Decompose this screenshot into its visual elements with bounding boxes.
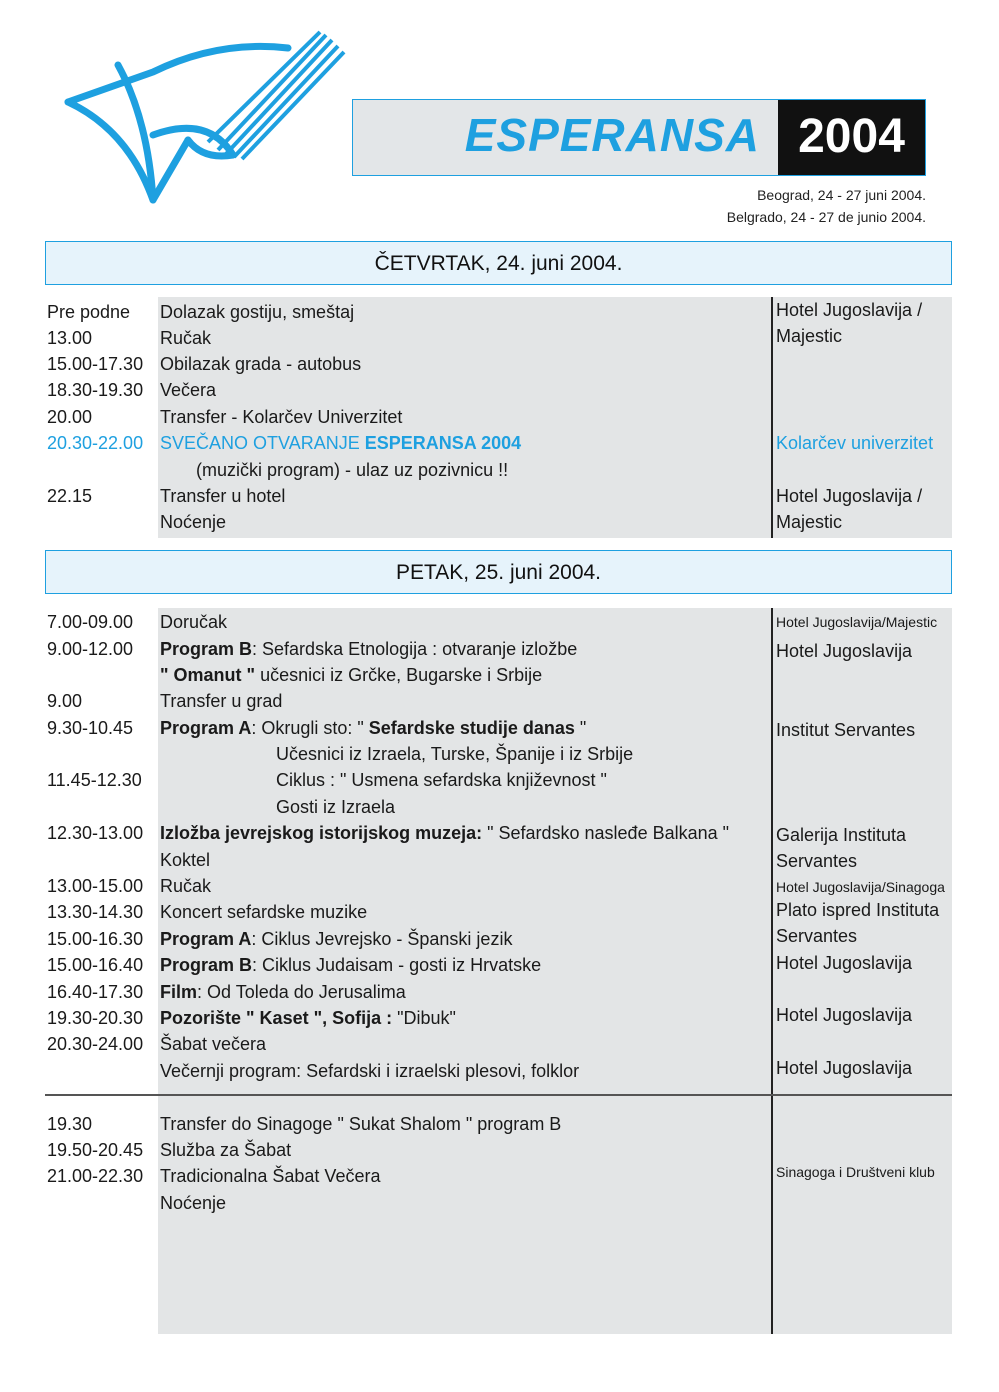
event: [160, 823, 729, 844]
event-bold: Pozorište " Kaset ", Sofija :: [160, 1008, 393, 1028]
event: [160, 982, 406, 1003]
event-text: SVEČANO OTVARANJE: [160, 433, 360, 453]
venue: Hotel Jugoslavija/Sinagoga: [776, 879, 945, 895]
time: 12.30-13.00: [47, 823, 144, 843]
event: [160, 665, 542, 686]
venue: Sinagoga i Društveni klub: [776, 1164, 935, 1180]
event: Noćenje: [160, 512, 227, 532]
event-highlight: ESPERANSA 2004: [364, 433, 522, 453]
day1-header: ČETVRTAK, 24. juni 2004.: [45, 241, 952, 285]
venue: Plato ispred Instituta: [776, 900, 940, 920]
time: 15.00-16.30: [47, 929, 144, 949]
event: Transfer u hotel: [160, 486, 286, 506]
venue: Hotel Jugoslavija: [776, 1058, 913, 1078]
venue: Galerija Instituta: [776, 825, 907, 845]
venue: Servantes: [776, 851, 858, 871]
event: Ručak: [160, 876, 212, 896]
time: 9.00-12.00: [47, 639, 134, 659]
time: 19.30-20.30: [47, 1008, 144, 1028]
event-text: ": [574, 718, 587, 738]
venue: Hotel Jugoslavija: [776, 953, 913, 973]
venue: Hotel Jugoslavija: [776, 1005, 913, 1025]
event-text: : Sefardska Etnologija : otvaranje izložbe: [252, 639, 578, 659]
event-bold: Izložba jevrejskog istorijskog muzeja:: [160, 823, 483, 843]
day2-divider: [771, 608, 773, 1334]
time: 9.00: [47, 691, 83, 711]
event: Gosti iz Izraela: [276, 797, 396, 817]
event: Transfer do Sinagoge " Sukat Shalom " program B: [160, 1114, 562, 1134]
event: [160, 718, 586, 739]
time: Pre podne: [47, 302, 131, 322]
time: 20.30-22.00: [47, 433, 144, 453]
event: Doručak: [160, 612, 228, 632]
event-bold: Program A: [160, 718, 252, 738]
event-text-2: Sefardski i izraelski plesovi, folklor: [301, 1061, 580, 1081]
time: 9.30-10.45: [47, 718, 134, 738]
event: Koktel: [160, 850, 211, 870]
event: Dolazak gostiju, smeštaj: [160, 302, 355, 322]
event-text: učesnici iz Grčke, Bugarske i Srbije: [255, 665, 543, 685]
event-bold: Program A: [160, 929, 252, 949]
event: Učesnici iz Izraela, Turske, Španije i iz Srbije: [276, 744, 634, 764]
venue: Hotel Jugoslavija /: [776, 486, 923, 506]
place-line-1: Beograd, 24 - 27 juni 2004.: [757, 187, 926, 203]
time: 7.00-09.00: [47, 612, 134, 632]
venue: Servantes: [776, 926, 858, 946]
event: [160, 433, 521, 454]
title-banner: [352, 99, 926, 176]
venue: Hotel Jugoslavija /: [776, 300, 923, 320]
time: 15.00-16.40: [47, 955, 144, 975]
esperansa-logo: [58, 30, 348, 210]
time: 19.30: [47, 1114, 93, 1134]
time: 20.00: [47, 407, 93, 427]
time: 21.00-22.30: [47, 1166, 144, 1186]
event: Koncert sefardske muzike: [160, 902, 368, 922]
venue: Hotel Jugoslavija/Majestic: [776, 614, 938, 630]
event-text: Večernji program:: [160, 1061, 302, 1081]
time: 13.30-14.30: [47, 902, 144, 922]
time: 18.30-19.30: [47, 380, 144, 400]
event-bold: Program B: [160, 639, 253, 659]
venue: Kolarčev univerzitet: [776, 433, 934, 453]
event-bold: Film: [160, 982, 198, 1002]
event: [160, 1008, 456, 1029]
title-word: ESPERANSA: [464, 109, 760, 161]
venue: Majestic: [776, 512, 843, 532]
event: [160, 639, 577, 660]
event-text: : Od Toleda do Jerusalima: [197, 982, 406, 1002]
event: Noćenje: [160, 1193, 227, 1213]
event-bold: Program B: [160, 955, 253, 975]
time: 16.40-17.30: [47, 982, 144, 1002]
event: Transfer - Kolarčev Univerzitet: [160, 407, 403, 427]
event: Ručak: [160, 328, 212, 348]
venue: Hotel Jugoslavija: [776, 641, 913, 661]
event-text: : Ciklus Jevrejsko - Španski jezik: [251, 929, 513, 949]
time: 13.00-15.00: [47, 876, 144, 896]
event: Večera: [160, 380, 217, 400]
event-note: (muzički program) - ulaz uz pozivnicu !!: [196, 460, 509, 480]
event: Tradicionalna Šabat Večera: [160, 1166, 381, 1186]
time: 13.00: [47, 328, 93, 348]
event: [160, 1061, 579, 1082]
event-text: "Dibuk": [392, 1008, 456, 1028]
event: Ciklus : " Usmena sefardska književnost ": [276, 770, 607, 790]
time: 15.00-17.30: [47, 354, 144, 374]
time: 11.45-12.30: [47, 770, 142, 790]
event: Šabat večera: [160, 1034, 267, 1054]
place-line-2: Belgrado, 24 - 27 de junio 2004.: [726, 209, 926, 225]
venue: Majestic: [776, 326, 843, 346]
time: 19.50-20.45: [47, 1140, 144, 1160]
event: Obilazak grada - autobus: [160, 354, 362, 374]
event: Služba za Šabat: [160, 1140, 292, 1160]
day1-divider: [771, 297, 773, 538]
title-year: 2004: [778, 100, 925, 175]
time: 20.30-24.00: [47, 1034, 144, 1054]
event-bold: Sefardske studije danas: [363, 718, 575, 738]
venue: Institut Servantes: [776, 720, 916, 740]
day2-separator: [45, 1094, 952, 1096]
event-text: : Ciklus Judaisam - gosti iz Hrvatske: [252, 955, 542, 975]
event: Transfer u grad: [160, 691, 283, 711]
event-text: : Okrugli sto: ": [251, 718, 364, 738]
event-text: " Sefardsko nasleđe Balkana ": [482, 823, 730, 843]
event: [160, 929, 512, 950]
event: [160, 955, 541, 976]
time: 22.15: [47, 486, 93, 506]
day2-header: PETAK, 25. juni 2004.: [45, 550, 952, 594]
event-bold: " Omanut ": [160, 665, 256, 685]
